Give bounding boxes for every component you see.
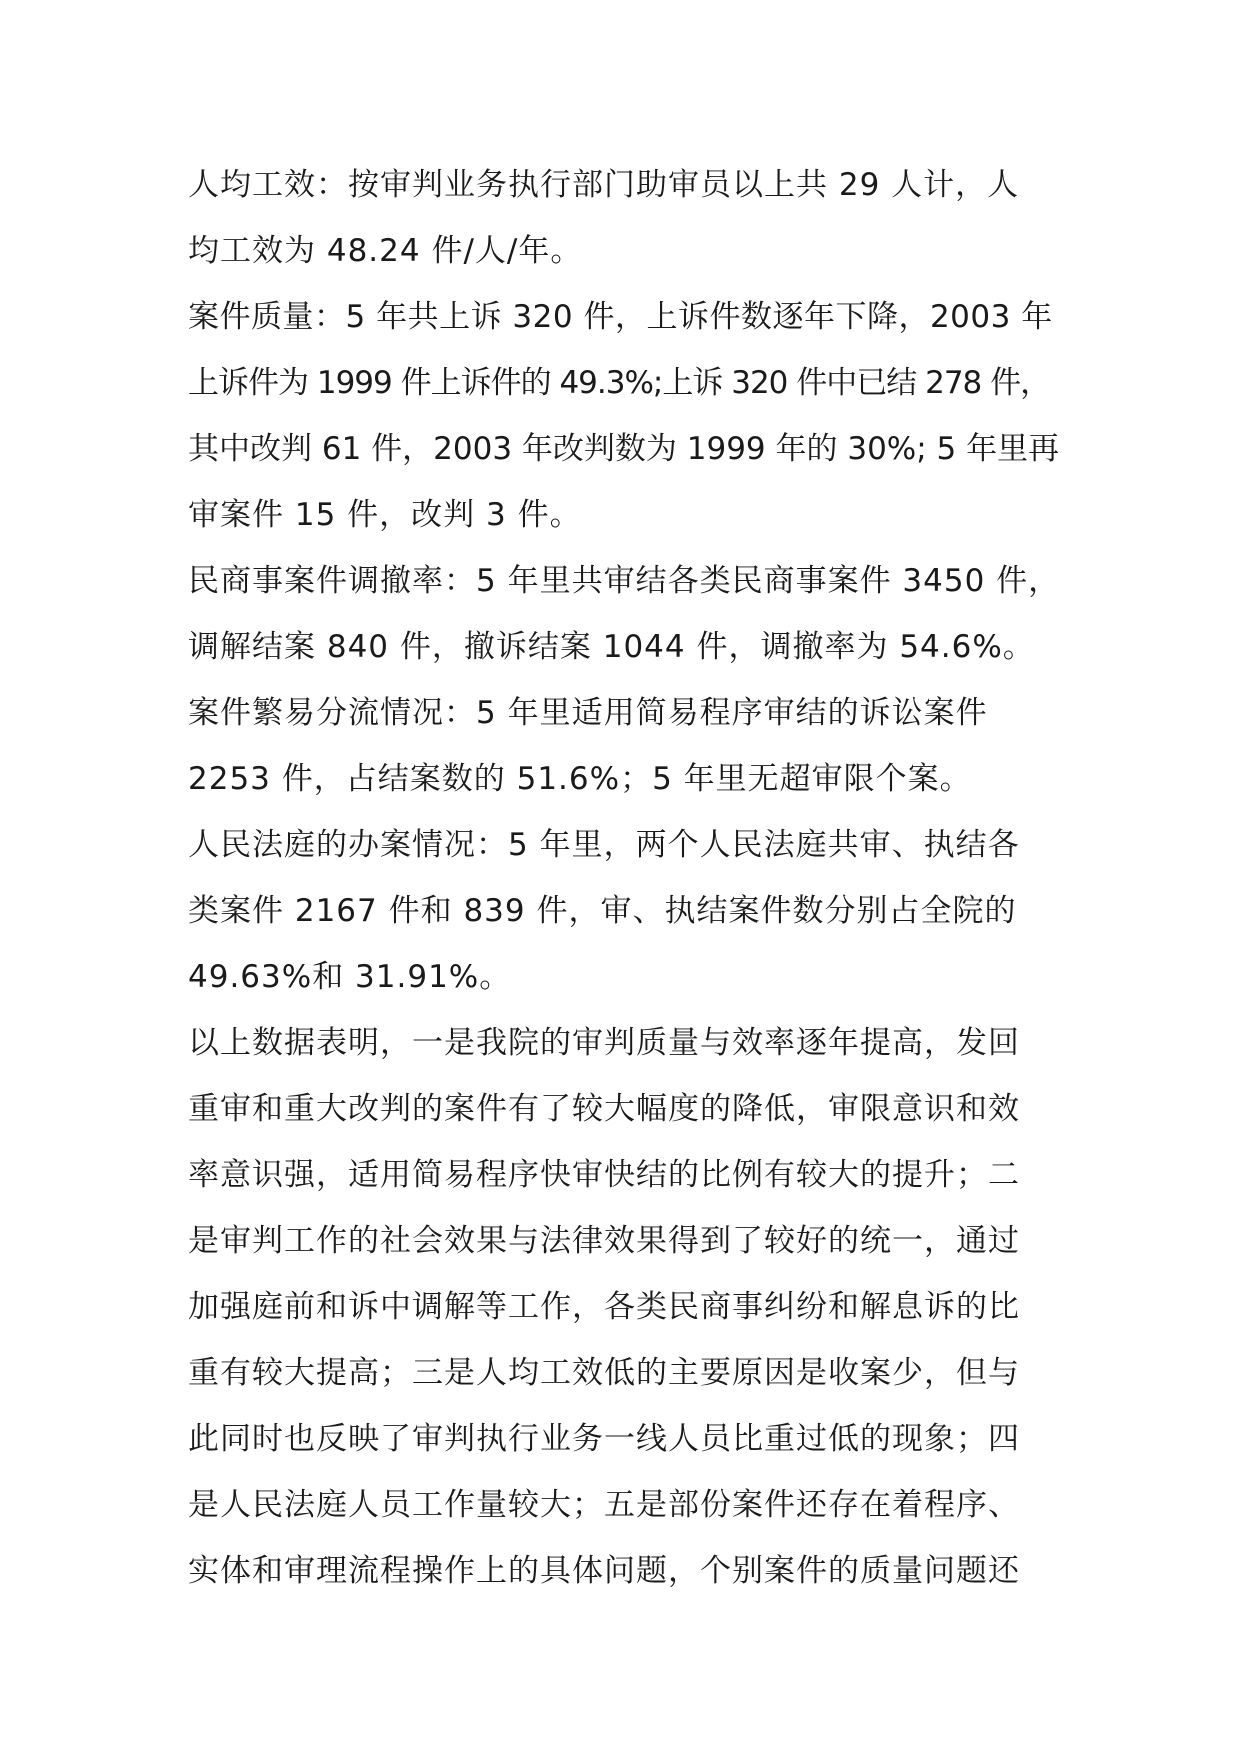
text-line: 民商事案件调撤率：5 年里共审结各类民商事案件 3450 件， — [188, 563, 1061, 599]
text-line: 加强庭前和诉中调解等工作，各类民商事纠纷和解息诉的比 — [188, 1289, 1020, 1325]
text-line: 49.63%和 31.91%。 — [188, 959, 512, 995]
document-body — [188, 152, 1066, 1604]
text-line: 实体和审理流程操作上的具体问题，个别案件的质量问题还 — [188, 1553, 1020, 1589]
text-line: 率意识强，适用简易程序快审快结的比例有较大的提升；二 — [188, 1157, 1020, 1193]
text-line: 调解结案 840 件，撤诉结案 1044 件，调撤率为 54.6%。 — [188, 629, 1035, 665]
text-line: 类案件 2167 件和 839 件，审、执结案件数分别占全院的 — [188, 893, 1017, 929]
text-line: 上诉件为 1999 件上诉件的 49.3%;上诉 320 件中已结 278 件， — [188, 365, 1051, 401]
text-line: 是审判工作的社会效果与法律效果得到了较好的统一，通过 — [188, 1223, 1020, 1259]
text-line: 此同时也反映了审判执行业务一线人员比重过低的现象；四 — [188, 1421, 1020, 1457]
text-line: 审案件 15 件，改判 3 件。 — [188, 497, 582, 533]
text-line: 重审和重大改判的案件有了较大幅度的降低，审限意识和效 — [188, 1091, 1020, 1127]
text-line: 均工效为 48.24 件/人/年。 — [188, 233, 583, 269]
text-line: 是人民法庭人员工作量较大；五是部份案件还存在着程序、 — [188, 1487, 1020, 1523]
text-line: 以上数据表明，一是我院的审判质量与效率逐年提高，发回 — [188, 1025, 1020, 1061]
text-line: 人均工效：按审判业务执行部门助审员以上共 29 人计，人 — [188, 167, 1020, 203]
text-line: 案件繁易分流情况：5 年里适用简易程序审结的诉讼案件 — [188, 695, 988, 731]
text-line: 人民法庭的办案情况：5 年里，两个人民法庭共审、执结各 — [188, 827, 1020, 863]
text-line: 案件质量：5 年共上诉 320 件，上诉件数逐年下降，2003 年 — [188, 299, 1053, 335]
text-line: 2253 件，占结案数的 51.6%；5 年里无超审限个案。 — [188, 761, 972, 797]
text-line: 重有较大提高；三是人均工效低的主要原因是收案少，但与 — [188, 1355, 1020, 1391]
text-line: 其中改判 61 件，2003 年改判数为 1999 年的 30%; 5 年里再 — [188, 431, 1060, 467]
